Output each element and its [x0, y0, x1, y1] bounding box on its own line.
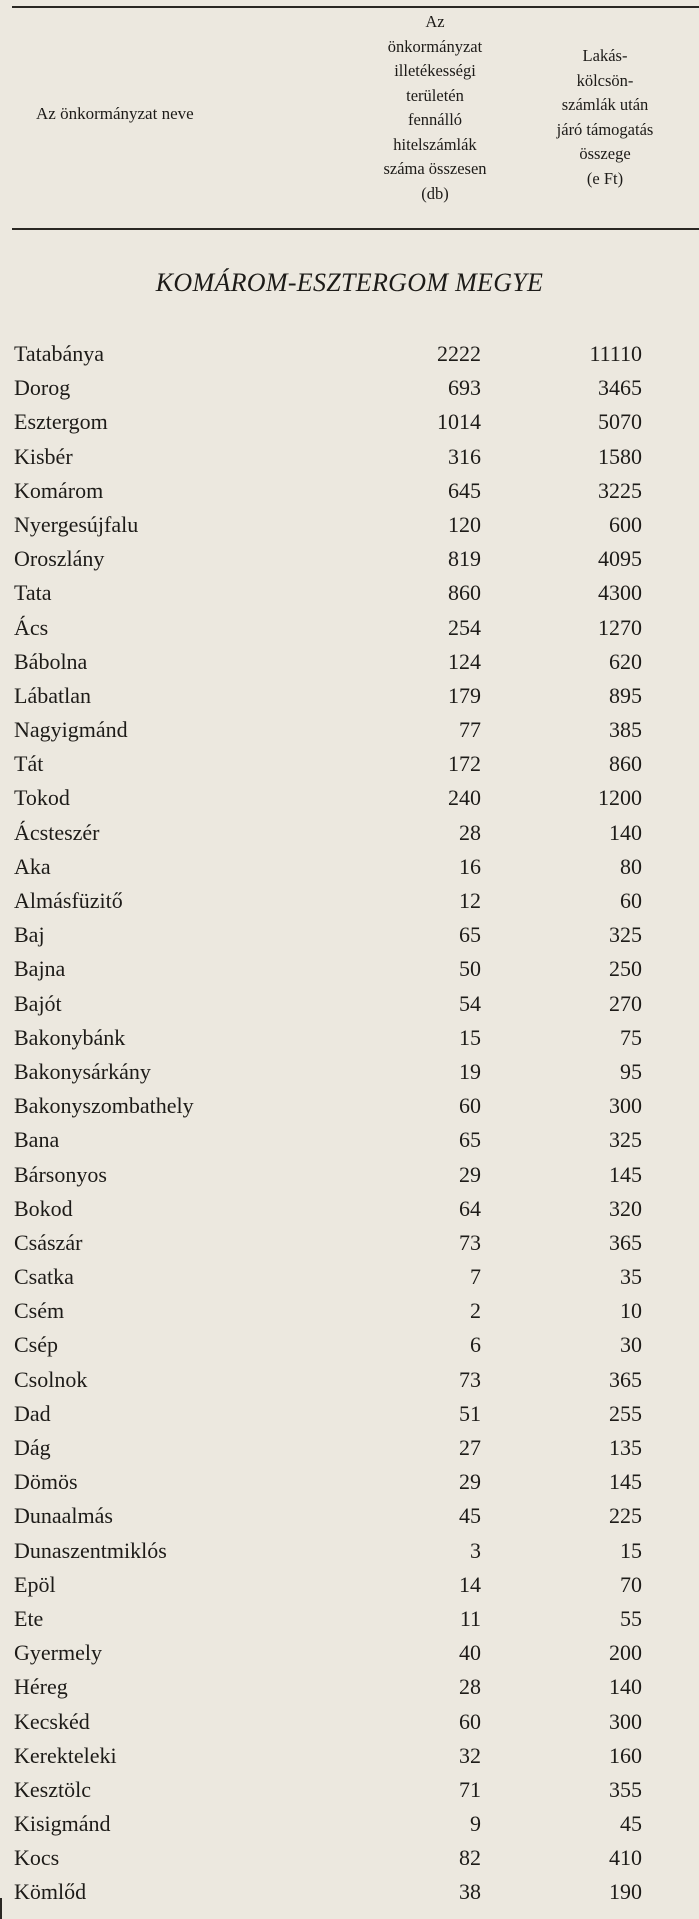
support-amount: 10 — [620, 1298, 642, 1324]
table-row — [0, 989, 699, 1023]
account-count: 65 — [459, 922, 481, 948]
municipality-name: Tát — [14, 751, 44, 777]
account-count: 82 — [459, 1845, 481, 1871]
table-row — [0, 407, 699, 441]
account-count: 16 — [459, 853, 481, 879]
table-row — [0, 1160, 699, 1194]
account-count: 645 — [448, 477, 481, 503]
municipality-name: Kocs — [14, 1845, 60, 1871]
municipality-name: Tokod — [14, 785, 70, 811]
municipality-name: Bakonyszombathely — [14, 1093, 194, 1119]
support-amount: 160 — [609, 1742, 642, 1768]
table-row — [0, 1501, 699, 1535]
support-amount: 300 — [609, 1093, 642, 1119]
table-row — [0, 373, 699, 407]
support-amount: 1580 — [598, 443, 642, 469]
support-amount: 600 — [609, 511, 642, 537]
table-row — [0, 1467, 699, 1501]
support-amount: 355 — [609, 1776, 642, 1802]
support-amount: 410 — [609, 1845, 642, 1871]
account-count: 7 — [470, 1264, 481, 1290]
header-amount-line: (e Ft) — [586, 168, 624, 188]
account-count: 240 — [448, 785, 481, 811]
header-amount-line: Lakás- — [582, 46, 628, 65]
table-row — [0, 1091, 699, 1125]
table-row — [0, 920, 699, 954]
table-row — [0, 1262, 699, 1296]
account-count: 40 — [459, 1640, 481, 1666]
support-amount: 75 — [620, 1024, 642, 1050]
account-count: 65 — [459, 1127, 481, 1153]
table-row — [0, 1809, 699, 1843]
header-count-line: (db) — [421, 183, 449, 203]
support-amount: 80 — [620, 853, 642, 879]
municipality-name: Gyermely — [14, 1640, 102, 1666]
table-row — [0, 578, 699, 612]
table-row — [0, 852, 699, 886]
account-count: 3 — [470, 1537, 481, 1563]
municipality-name: Ácsteszér — [14, 819, 100, 845]
account-count: 28 — [459, 1674, 481, 1700]
municipality-name: Baj — [14, 922, 45, 948]
table-body — [0, 339, 699, 1912]
table-row — [0, 749, 699, 783]
header-count-line: területén — [406, 85, 464, 105]
support-amount: 250 — [609, 956, 642, 982]
account-count: 32 — [459, 1742, 481, 1768]
support-amount: 325 — [609, 1127, 642, 1153]
support-amount: 35 — [620, 1264, 642, 1290]
support-amount: 255 — [609, 1400, 642, 1426]
support-amount: 320 — [609, 1195, 642, 1221]
support-amount: 4095 — [598, 546, 642, 572]
municipality-name: Csatka — [14, 1264, 74, 1290]
account-count: 64 — [459, 1195, 481, 1221]
section-title: KOMÁROM-ESZTERGOM MEGYE — [155, 268, 544, 297]
header-count-line: illetékességi — [394, 61, 476, 80]
account-count: 172 — [448, 751, 481, 777]
support-amount: 325 — [609, 922, 642, 948]
municipality-name: Bábolna — [14, 648, 88, 674]
account-count: 29 — [459, 1469, 481, 1495]
support-amount: 3465 — [598, 375, 642, 401]
support-amount: 3225 — [598, 477, 642, 503]
municipality-name: Héreg — [14, 1674, 68, 1700]
account-count: 73 — [459, 1229, 481, 1255]
table-row — [0, 1570, 699, 1604]
account-count: 860 — [448, 580, 481, 606]
support-amount: 95 — [620, 1058, 642, 1084]
table-row — [0, 1125, 699, 1159]
municipality-name: Kerekteleki — [14, 1742, 117, 1768]
support-amount: 365 — [609, 1366, 642, 1392]
support-amount: 620 — [609, 648, 642, 674]
support-amount: 1270 — [598, 614, 642, 640]
header-amount-line: összege — [579, 144, 631, 163]
account-count: 179 — [448, 682, 481, 708]
table-row — [0, 1330, 699, 1364]
municipality-name: Lábatlan — [14, 682, 91, 708]
table-row — [0, 1023, 699, 1057]
table-row — [0, 476, 699, 510]
account-count: 60 — [459, 1093, 481, 1119]
header-amount-line: járó támogatás — [556, 119, 654, 139]
table-row — [0, 647, 699, 681]
account-count: 73 — [459, 1366, 481, 1392]
support-amount: 11110 — [589, 341, 642, 366]
account-count: 60 — [459, 1708, 481, 1734]
account-count: 11 — [459, 1605, 481, 1631]
header-count-line: fennálló — [407, 110, 463, 129]
table-row — [0, 1707, 699, 1741]
municipality-name: Kömlőd — [14, 1879, 87, 1905]
table-row — [0, 818, 699, 852]
support-amount: 895 — [609, 682, 642, 708]
support-amount: 145 — [609, 1469, 642, 1495]
municipality-name: Esztergom — [14, 409, 108, 435]
account-count: 819 — [448, 546, 481, 572]
account-count: 77 — [459, 717, 481, 743]
support-amount: 365 — [609, 1229, 642, 1255]
account-count: 19 — [459, 1058, 481, 1084]
municipality-name: Dorog — [14, 375, 71, 401]
account-count: 1014 — [437, 409, 481, 435]
support-amount: 860 — [609, 751, 642, 777]
account-count: 124 — [448, 648, 481, 674]
account-count: 2222 — [437, 341, 481, 366]
account-count: 9 — [470, 1811, 481, 1837]
municipality-name: Tatabánya — [14, 341, 105, 366]
support-amount: 30 — [620, 1332, 642, 1358]
header-count-column — [350, 10, 520, 206]
municipality-name: Kecskéd — [14, 1708, 90, 1734]
support-amount: 70 — [620, 1571, 642, 1597]
account-count: 254 — [448, 614, 481, 640]
support-amount: 270 — [609, 990, 642, 1016]
municipality-name: Dunaalmás — [14, 1503, 113, 1529]
municipality-name: Ács — [14, 614, 49, 640]
table-row — [0, 954, 699, 988]
support-amount: 300 — [609, 1708, 642, 1734]
table-row — [0, 1057, 699, 1091]
municipality-name: Kisbér — [14, 443, 73, 469]
account-count: 2 — [470, 1298, 481, 1324]
account-count: 45 — [459, 1503, 481, 1529]
account-count: 316 — [448, 443, 481, 469]
municipality-name: Csolnok — [14, 1366, 88, 1392]
table-row — [0, 1365, 699, 1399]
table-row — [0, 1296, 699, 1330]
table-row — [0, 681, 699, 715]
municipality-name: Almásfüzitő — [14, 888, 123, 913]
header-rule — [12, 228, 699, 230]
table-row — [0, 1672, 699, 1706]
table-row — [0, 613, 699, 647]
support-amount: 190 — [609, 1879, 642, 1905]
municipality-name: Tata — [14, 580, 52, 606]
table-row — [0, 1433, 699, 1467]
support-amount: 140 — [609, 1674, 642, 1700]
table-row — [0, 442, 699, 476]
table-row — [0, 1741, 699, 1775]
municipality-name: Dömös — [14, 1469, 78, 1495]
municipality-name: Aka — [14, 853, 51, 879]
table-row — [0, 510, 699, 544]
support-amount: 5070 — [598, 409, 642, 435]
account-count: 28 — [459, 819, 481, 845]
table-row — [0, 1775, 699, 1809]
table-row — [0, 715, 699, 749]
account-count: 71 — [459, 1776, 481, 1802]
table-row — [0, 544, 699, 578]
municipality-name: Nyergesújfalu — [14, 511, 139, 537]
support-amount: 225 — [609, 1503, 642, 1529]
account-count: 54 — [459, 990, 481, 1016]
support-amount: 60 — [620, 888, 642, 913]
header-count-line: Az — [425, 12, 445, 31]
table-row — [0, 783, 699, 817]
municipality-name: Oroszlány — [14, 546, 105, 572]
header-amount-line: számlák után — [561, 95, 649, 114]
table-row — [0, 1536, 699, 1570]
support-amount: 1200 — [598, 785, 642, 811]
support-amount: 200 — [609, 1640, 642, 1666]
support-amount: 135 — [609, 1435, 642, 1460]
header-amount-column — [520, 44, 690, 191]
municipality-name: Bajna — [14, 956, 66, 982]
account-count: 27 — [459, 1435, 481, 1460]
table-row — [0, 1638, 699, 1672]
municipality-name: Komárom — [14, 477, 104, 503]
municipality-name: Bársonyos — [14, 1161, 107, 1187]
municipality-name: Csép — [14, 1332, 58, 1358]
municipality-name: Dunaszentmiklós — [14, 1537, 167, 1563]
table-row — [0, 1877, 699, 1911]
account-count: 38 — [459, 1879, 481, 1905]
table-row — [0, 1843, 699, 1877]
support-amount: 45 — [620, 1811, 642, 1837]
account-count: 14 — [459, 1571, 481, 1597]
municipality-name: Bajót — [14, 990, 62, 1016]
municipality-name: Bokod — [14, 1195, 73, 1221]
table-row — [0, 1228, 699, 1262]
account-count: 12 — [459, 888, 481, 913]
municipality-name: Bakonysárkány — [14, 1058, 151, 1084]
municipality-name: Kesztölc — [14, 1776, 91, 1802]
left-edge-mark — [0, 1898, 2, 1919]
municipality-name: Kisigmánd — [14, 1811, 111, 1837]
municipality-name: Csém — [14, 1298, 65, 1324]
table-row — [0, 1194, 699, 1228]
table-row — [0, 886, 699, 920]
table-row — [0, 339, 699, 373]
account-count: 29 — [459, 1161, 481, 1187]
support-amount: 140 — [609, 819, 642, 845]
header-name-column: Az önkormányzat neve — [36, 104, 194, 123]
municipality-name: Bana — [14, 1127, 60, 1153]
support-amount: 385 — [609, 717, 642, 743]
header-count-line: száma összesen — [383, 159, 487, 178]
municipality-name: Nagyigmánd — [14, 717, 128, 743]
header-count-line: önkormányzat — [387, 36, 483, 56]
table-header — [0, 8, 699, 228]
table-row — [0, 1604, 699, 1638]
support-amount: 15 — [620, 1537, 642, 1563]
municipality-name: Ete — [14, 1605, 44, 1631]
municipality-name: Epöl — [14, 1571, 56, 1597]
municipality-name: Dad — [14, 1400, 51, 1426]
account-count: 51 — [459, 1400, 481, 1426]
header-amount-line: kölcsön- — [576, 70, 634, 90]
account-count: 6 — [470, 1332, 481, 1358]
municipality-name: Dág — [14, 1435, 51, 1460]
account-count: 120 — [448, 511, 481, 537]
support-amount: 145 — [609, 1161, 642, 1187]
header-count-line: hitelszámlák — [393, 134, 477, 154]
support-amount: 55 — [620, 1605, 642, 1631]
account-count: 15 — [459, 1024, 481, 1050]
municipality-name: Bakonybánk — [14, 1024, 126, 1050]
account-count: 693 — [448, 375, 481, 401]
municipality-name: Császár — [14, 1229, 83, 1255]
table-row — [0, 1399, 699, 1433]
account-count: 50 — [459, 956, 481, 982]
support-amount: 4300 — [598, 580, 642, 606]
